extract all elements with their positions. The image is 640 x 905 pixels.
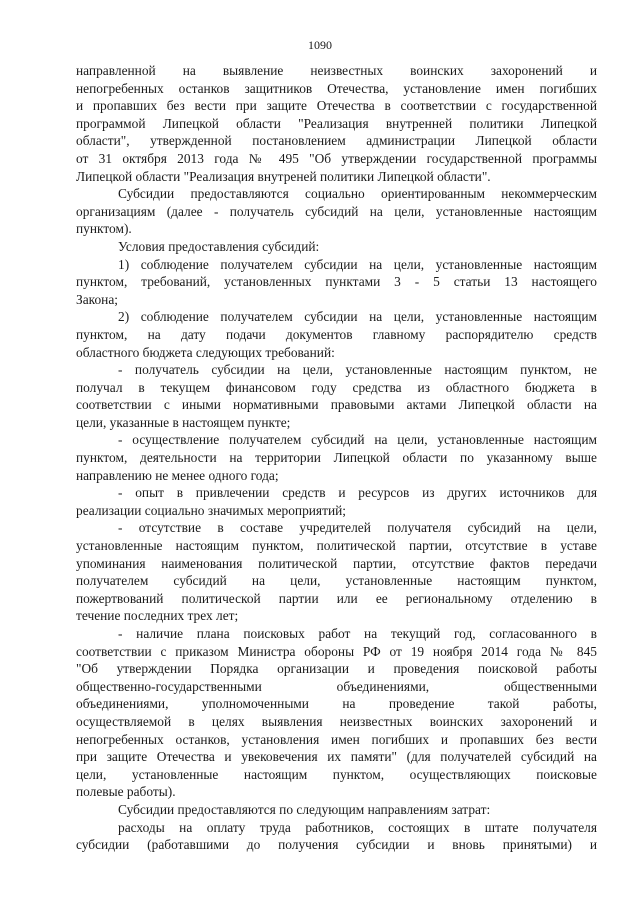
text-line: организациям (далее - получатель субсидий на цели, установленные настоящим bbox=[76, 203, 597, 219]
text-line: - осуществление получателем субсидий на цели, установленные настоящим bbox=[118, 432, 597, 448]
text-line: - отсутствие в составе учредителей получателя субсидий на цели, bbox=[118, 520, 597, 536]
text-line: Липецкой области "Реализация внутреней политики Липецкой области". bbox=[76, 168, 491, 184]
text-line: Закона; bbox=[76, 291, 119, 307]
text-line: установленные настоящим пунктом, политической партии, отсутствие в уставе bbox=[76, 538, 597, 554]
text-line: Субсидии предоставляются социально ориентированным некоммерческим bbox=[118, 186, 597, 202]
text-line: объединениями, уполномоченными на проведение такой работы, bbox=[76, 696, 597, 712]
text-line: 2) соблюдение получателем субсидии на цели, установленные настоящим bbox=[118, 309, 597, 325]
text-line: реализации социально значимых мероприятий; bbox=[76, 502, 346, 518]
document-body bbox=[76, 62, 597, 854]
text-line: области", утвержденной постановлением администрации Липецкой области bbox=[76, 133, 597, 149]
text-line: - получатель субсидии на цели, установленные настоящим пунктом, не bbox=[118, 362, 597, 378]
text-line: полевые работы). bbox=[76, 784, 176, 800]
text-line: Условия предоставления субсидий: bbox=[118, 238, 320, 254]
text-line: от 31 октября 2013 года № 495 "Об утверждении государственной программы bbox=[76, 150, 597, 166]
text-line: областного бюджета следующих требований: bbox=[76, 344, 335, 360]
text-line: получал в текущем финансовом году средства из областного бюджета в bbox=[76, 379, 597, 395]
text-line: пожертвований политической партии или ее региональному отделению в bbox=[76, 590, 597, 606]
text-line: - наличие плана поисковых работ на текущий год, согласованного в bbox=[118, 626, 597, 641]
text-line: осуществляемой в целях выявления неизвестных воинских захоронений и bbox=[76, 713, 597, 729]
text-line: направленной на выявление неизвестных воинских захоронений и bbox=[76, 63, 597, 78]
text-line: Субсидии предоставляются по следующим направлениям затрат: bbox=[118, 801, 491, 817]
text-line: - опыт в привлечении средств и ресурсов из других источников для bbox=[118, 485, 597, 501]
text-line: пунктом, деятельности на территории Липецкой области по указанному выше bbox=[76, 450, 597, 466]
text-line: соответствии с приказом Министра обороны РФ от 19 ноября 2014 года № 845 bbox=[76, 643, 597, 659]
text-line: "Об утверждении Порядка организации и проведения поисковой работы bbox=[76, 661, 597, 677]
text-line: течение последних трех лет; bbox=[76, 608, 239, 624]
text-line: соответствии с иными нормативными правовыми актами Липецкой области на bbox=[76, 397, 597, 413]
text-line: непогребенных останков, установления имен погибших и пропавших без вести bbox=[76, 731, 597, 747]
text-line: 1) соблюдение получателем субсидии на цели, установленные настоящим bbox=[118, 256, 597, 272]
text-line: субсидии (работавшими до получения субсидии и вновь принятыми) и bbox=[76, 837, 597, 853]
text-line: пунктом, требований, установленных пунктами 3 - 5 статьи 13 настоящего bbox=[76, 274, 597, 290]
page-number: 1090 bbox=[308, 38, 332, 52]
text-line: упоминания наименования политической партии, отсутствие фактов передачи bbox=[76, 555, 597, 571]
text-line: и пропавших без вести при защите Отечества в соответствии с государственной bbox=[76, 98, 597, 114]
text-line: пунктом). bbox=[76, 221, 132, 237]
text-line: направлению не менее одного года; bbox=[76, 467, 279, 483]
text-line: при защите Отечества и увековечения их памяти" (для получателей субсидий на bbox=[76, 749, 597, 765]
text-line: цели, указанные в настоящем пункте; bbox=[76, 414, 291, 430]
text-line: получателем субсидий на цели, установленные настоящим пунктом, bbox=[76, 573, 597, 589]
text-line: непогребенных останков защитников Отечества, установление имен погибших bbox=[76, 80, 597, 96]
text-line: общественно-государственными объединениями, общественными bbox=[76, 678, 597, 694]
text-line: расходы на оплату труда работников, состоящих в штате получателя bbox=[118, 819, 597, 835]
text-line: пунктом, на дату подачи документов главному распорядителю средств bbox=[76, 326, 597, 342]
text-line: программой Липецкой области "Реализация внутренней политики Липецкой bbox=[76, 115, 597, 131]
text-line: цели, установленные настоящим пунктом, осуществляющих поисковые bbox=[76, 766, 597, 782]
